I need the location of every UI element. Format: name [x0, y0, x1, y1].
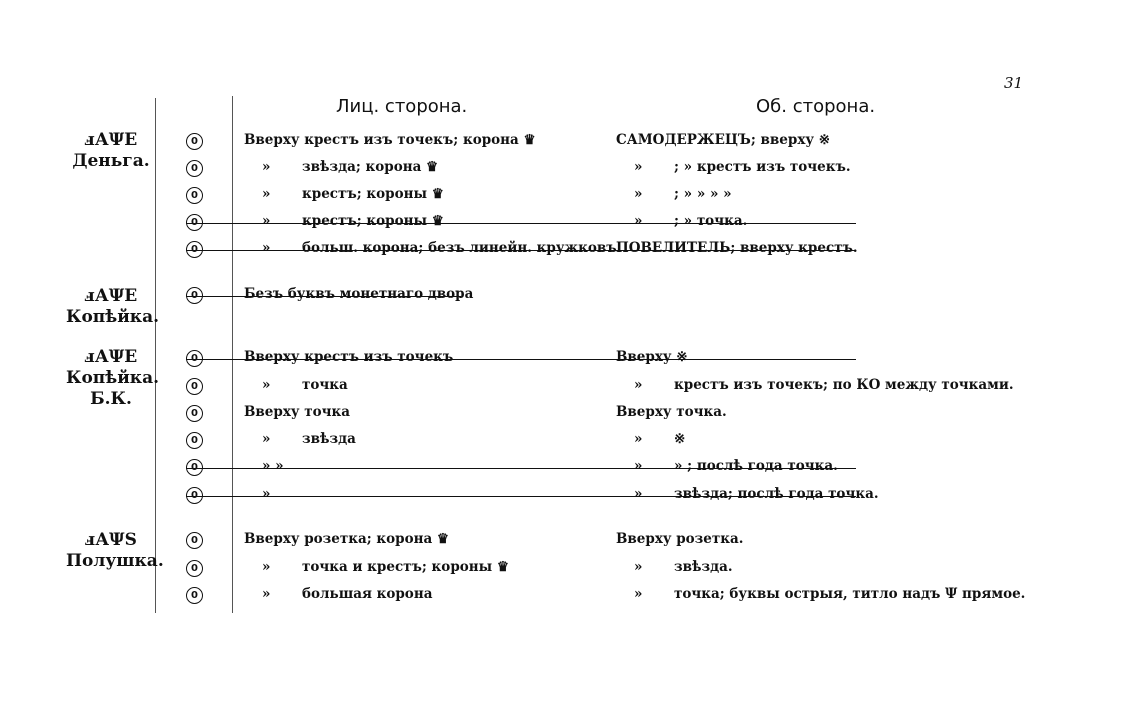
- circle-marker-icon: 0: [186, 287, 203, 304]
- reverse-description: крестъ изъ точекъ; по КО между точками.: [674, 377, 1014, 393]
- strikethrough-line: [186, 223, 856, 224]
- reverse-ditto-mark: »: [634, 559, 643, 575]
- reverse-ditto-mark: »: [634, 458, 643, 474]
- obverse-description: Вверху крестъ изъ точекъ; корона ♛: [244, 132, 536, 148]
- reverse-ditto-mark: »: [634, 213, 643, 229]
- reverse-ditto-mark: »: [634, 377, 643, 393]
- group-title: ⅎАΨS: [85, 530, 137, 550]
- obverse-description: больш. корона; безъ линейн. кружковъ: [302, 240, 617, 256]
- reverse-description: звѣзда; послѣ года точка.: [674, 486, 879, 502]
- center-column-rule: [232, 96, 233, 613]
- obverse-ditto-mark: »: [262, 486, 271, 502]
- reverse-description: ※: [674, 431, 686, 447]
- group-label-kopeika-bk: [66, 347, 160, 410]
- reverse-description: ; » крестъ изъ точекъ.: [674, 159, 851, 175]
- reverse-ditto-mark: »: [634, 186, 643, 202]
- circle-marker-icon: 0: [186, 133, 203, 150]
- group-subtitle: Копѣйка.: [66, 307, 160, 327]
- obverse-description: Вверху точка: [244, 404, 350, 420]
- circle-marker-icon: 0: [186, 405, 203, 422]
- reverse-ditto-mark: »: [634, 159, 643, 175]
- strikethrough-line: [186, 496, 856, 497]
- reverse-description: САМОДЕРЖЕЦЪ; вверху ※: [616, 132, 831, 148]
- obverse-header: Лиц. сторона.: [336, 96, 468, 117]
- page-number: 31: [1004, 74, 1024, 92]
- strikethrough-line: [186, 468, 856, 469]
- reverse-ditto-mark: »: [634, 586, 643, 602]
- obverse-ditto-mark: »: [262, 186, 271, 202]
- reverse-ditto-mark: »: [634, 431, 643, 447]
- obverse-description: большая корона: [302, 586, 433, 602]
- reverse-description: Вверху розетка.: [616, 531, 744, 547]
- obverse-ditto-mark: »: [262, 213, 271, 229]
- obverse-ditto-mark: »: [262, 159, 271, 175]
- obverse-description: Вверху крестъ изъ точекъ: [244, 349, 454, 365]
- circle-marker-icon: 0: [186, 378, 203, 395]
- circle-marker-icon: 0: [186, 160, 203, 177]
- obverse-description: крестъ; короны ♛: [302, 213, 444, 229]
- reverse-description: точка; буквы острыя, титло надъ Ψ прямое.: [674, 586, 1026, 602]
- circle-marker-icon: 0: [186, 532, 203, 549]
- group-title: ⅎАΨЕ: [84, 347, 138, 367]
- group-subtitle: Копѣйка.: [66, 368, 160, 388]
- obverse-description: Вверху розетка; корона ♛: [244, 531, 450, 547]
- reverse-description: звѣзда.: [674, 559, 733, 575]
- circle-marker-icon: 0: [186, 187, 203, 204]
- group-subtitle: Полушка.: [66, 551, 164, 571]
- reverse-header: Об. сторона.: [756, 96, 876, 117]
- obverse-description: точка: [302, 377, 348, 393]
- reverse-description: ; » точка.: [674, 213, 748, 229]
- obverse-description: крестъ; короны ♛: [302, 186, 444, 202]
- obverse-description: звѣзда: [302, 431, 356, 447]
- strikethrough-line: [186, 359, 856, 360]
- obverse-ditto-mark: » »: [262, 458, 284, 474]
- obverse-description: звѣзда; корона ♛: [302, 159, 439, 175]
- reverse-ditto-mark: »: [634, 486, 643, 502]
- circle-marker-icon: 0: [186, 350, 203, 367]
- reverse-description: Вверху ※: [616, 349, 688, 365]
- circle-marker-icon: 0: [186, 560, 203, 577]
- group-label-denga: [66, 130, 156, 172]
- group-subtitle: Деньга.: [72, 151, 150, 171]
- group-title: ⅎАΨЕ: [84, 286, 138, 306]
- circle-marker-icon: 0: [186, 459, 203, 476]
- circle-marker-icon: 0: [186, 214, 203, 231]
- circle-marker-icon: 0: [186, 432, 203, 449]
- obverse-ditto-mark: »: [262, 377, 271, 393]
- strikethrough-line: [186, 296, 461, 297]
- reverse-description: Вверху точка.: [616, 404, 727, 420]
- obverse-description: точка и крестъ; короны ♛: [302, 559, 509, 575]
- obverse-ditto-mark: »: [262, 240, 271, 256]
- reverse-description: ПОВЕЛИТЕЛЬ; вверху крестъ.: [616, 240, 858, 256]
- group-title: ⅎАΨЕ: [84, 130, 138, 150]
- circle-marker-icon: 0: [186, 241, 203, 258]
- reverse-description: » ; послѣ года точка.: [674, 458, 838, 474]
- obverse-ditto-mark: »: [262, 431, 271, 447]
- obverse-description: Безъ буквъ монетнаго двора: [244, 286, 474, 302]
- reverse-description: ; » » » »: [674, 186, 732, 202]
- circle-marker-icon: 0: [186, 487, 203, 504]
- group-extra: Б.К.: [90, 389, 132, 409]
- group-label-polushka: [66, 530, 164, 572]
- obverse-ditto-mark: »: [262, 586, 271, 602]
- circle-marker-icon: 0: [186, 587, 203, 604]
- group-label-kopeika: [66, 286, 160, 328]
- obverse-ditto-mark: »: [262, 559, 271, 575]
- strikethrough-line: [186, 250, 856, 251]
